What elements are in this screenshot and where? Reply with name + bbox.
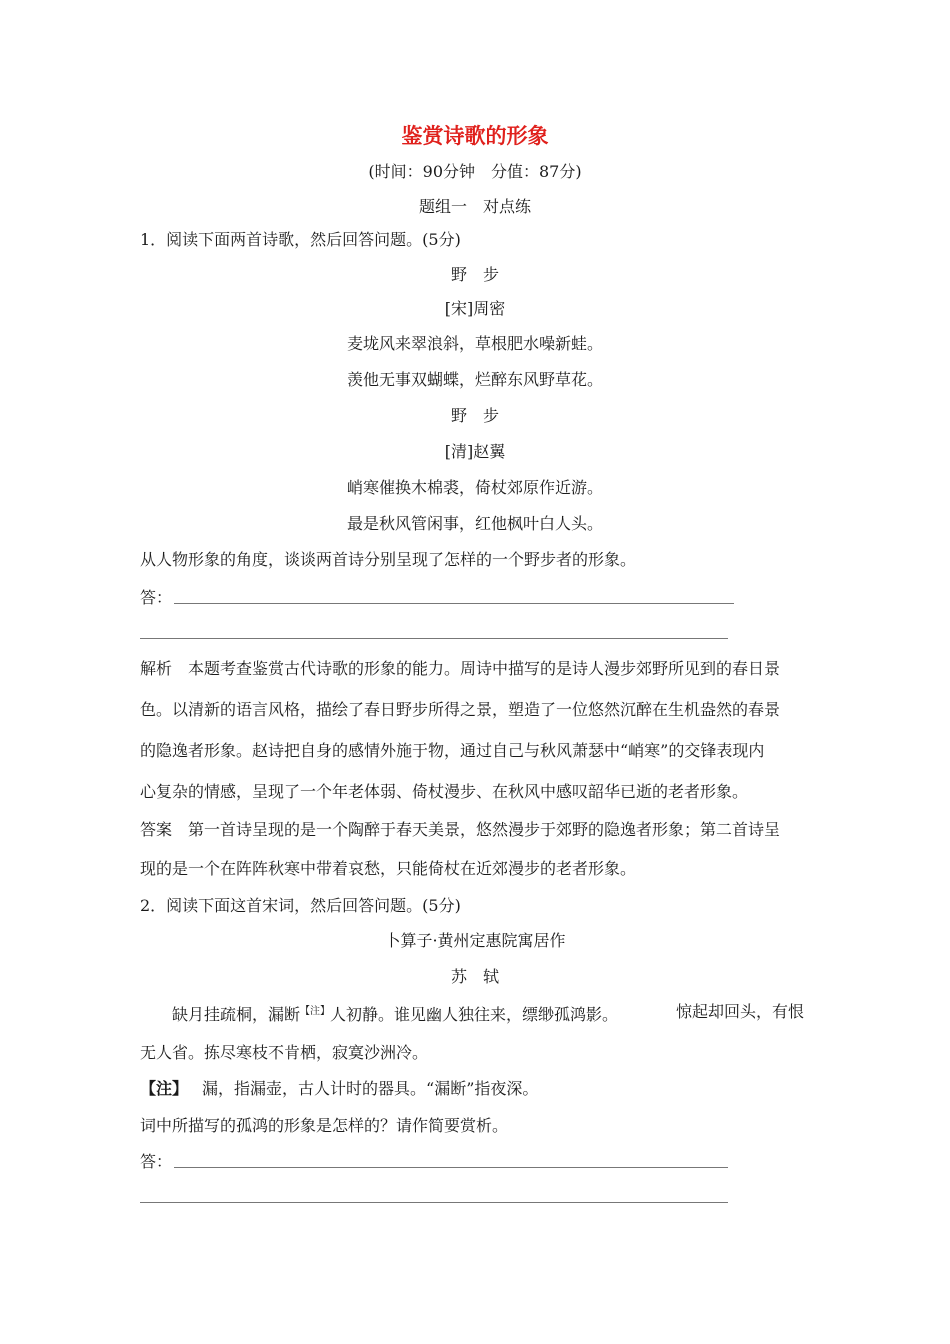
q1-answer-label: 答：	[140, 588, 173, 607]
q1-analysis-line: 解析 本题考查鉴赏古代诗歌的形象的能力。周诗中描写的是诗人漫步郊野所见到的春日景	[140, 659, 781, 678]
exam-meta: (时间：90分钟 分值：87分)	[368, 162, 582, 181]
q2-answer-line-1[interactable]	[174, 1167, 728, 1168]
q1-poem1-author: [宋]周密	[444, 299, 506, 318]
q2-stem: 2．阅读下面这首宋词，然后回答问题。(5分)	[140, 896, 461, 915]
q1-analysis-line: 色。以清新的语言风格，描绘了春日野步所得之景，塑造了一位悠然沉醉在生机盎然的春景	[140, 700, 781, 719]
q1-answer-line-2[interactable]	[140, 638, 728, 639]
q2-poem-body-part-a: 缺月挂疏桐，漏断	[172, 1005, 301, 1024]
q1-poem1-line1: 麦垅风来翠浪斜，草根肥水噪新蛙。	[346, 334, 603, 353]
q2-poem-body-part-b: 人初静。谁见幽人独往来，缥缈孤鸿影。	[330, 1005, 619, 1024]
page-title: 鉴赏诗歌的形象	[401, 123, 549, 148]
q2-poem-body-line1	[172, 1002, 618, 1025]
q2-note-label: 【注】	[140, 1079, 189, 1098]
q2-poem-author: 苏 轼	[450, 967, 499, 986]
q1-answer-line-1[interactable]	[174, 603, 734, 604]
q1-poem2-line2: 最是秋风管闲事，红他枫叶白人头。	[346, 514, 603, 533]
q1-key-line: 答案 第一首诗呈现的是一个陶醉于春天美景，悠然漫步于郊野的隐逸者形象；第二首诗呈	[140, 820, 781, 839]
q1-poem2-author: [清]赵翼	[444, 442, 506, 461]
q2-poem-body-line2: 无人省。拣尽寒枝不肯栖，寂寞沙洲冷。	[140, 1043, 429, 1062]
q1-key-line: 现的是一个在阵阵秋寒中带着哀愁，只能倚杖在近郊漫步的老者形象。	[140, 859, 637, 878]
q1-poem1-line2: 羡他无事双蝴蝶，烂醉东风野草花。	[346, 370, 603, 389]
q2-poem-title: 卜算子·黄州定惠院寓居作	[384, 931, 566, 950]
q2-note	[140, 1079, 538, 1099]
note-marker: 【注】	[300, 1006, 331, 1017]
q1-analysis-line: 的隐逸者形象。赵诗把自身的感情外施于物，通过自己与秋风萧瑟中“峭寒”的交锋表现内	[140, 741, 765, 760]
q2-question: 词中所描写的孤鸿的形象是怎样的？请作简要赏析。	[140, 1116, 509, 1135]
q1-poem2-line1: 峭寒催换木棉裘，倚杖郊原作近游。	[346, 478, 603, 497]
q2-answer-line-2[interactable]	[140, 1202, 728, 1203]
q1-poem2-title: 野 步	[450, 406, 499, 425]
group-heading: 题组一 对点练	[418, 197, 531, 216]
q2-note-text: 漏，指漏壶，古人计时的器具。“漏断”指夜深。	[202, 1079, 539, 1098]
q1-question: 从人物形象的角度，谈谈两首诗分别呈现了怎样的一个野步者的形象。	[140, 550, 637, 569]
q2-poem-body-part-c: 惊起却回头，有恨	[676, 1002, 805, 1021]
q1-poem1-title: 野 步	[450, 265, 499, 284]
q1-stem: 1．阅读下面两首诗歌，然后回答问题。(5分)	[140, 230, 461, 249]
q1-analysis-line: 心复杂的情感，呈现了一个年老体弱、倚杖漫步、在秋风中感叹韶华已逝的老者形象。	[140, 782, 749, 801]
q2-answer-label: 答：	[140, 1152, 173, 1171]
